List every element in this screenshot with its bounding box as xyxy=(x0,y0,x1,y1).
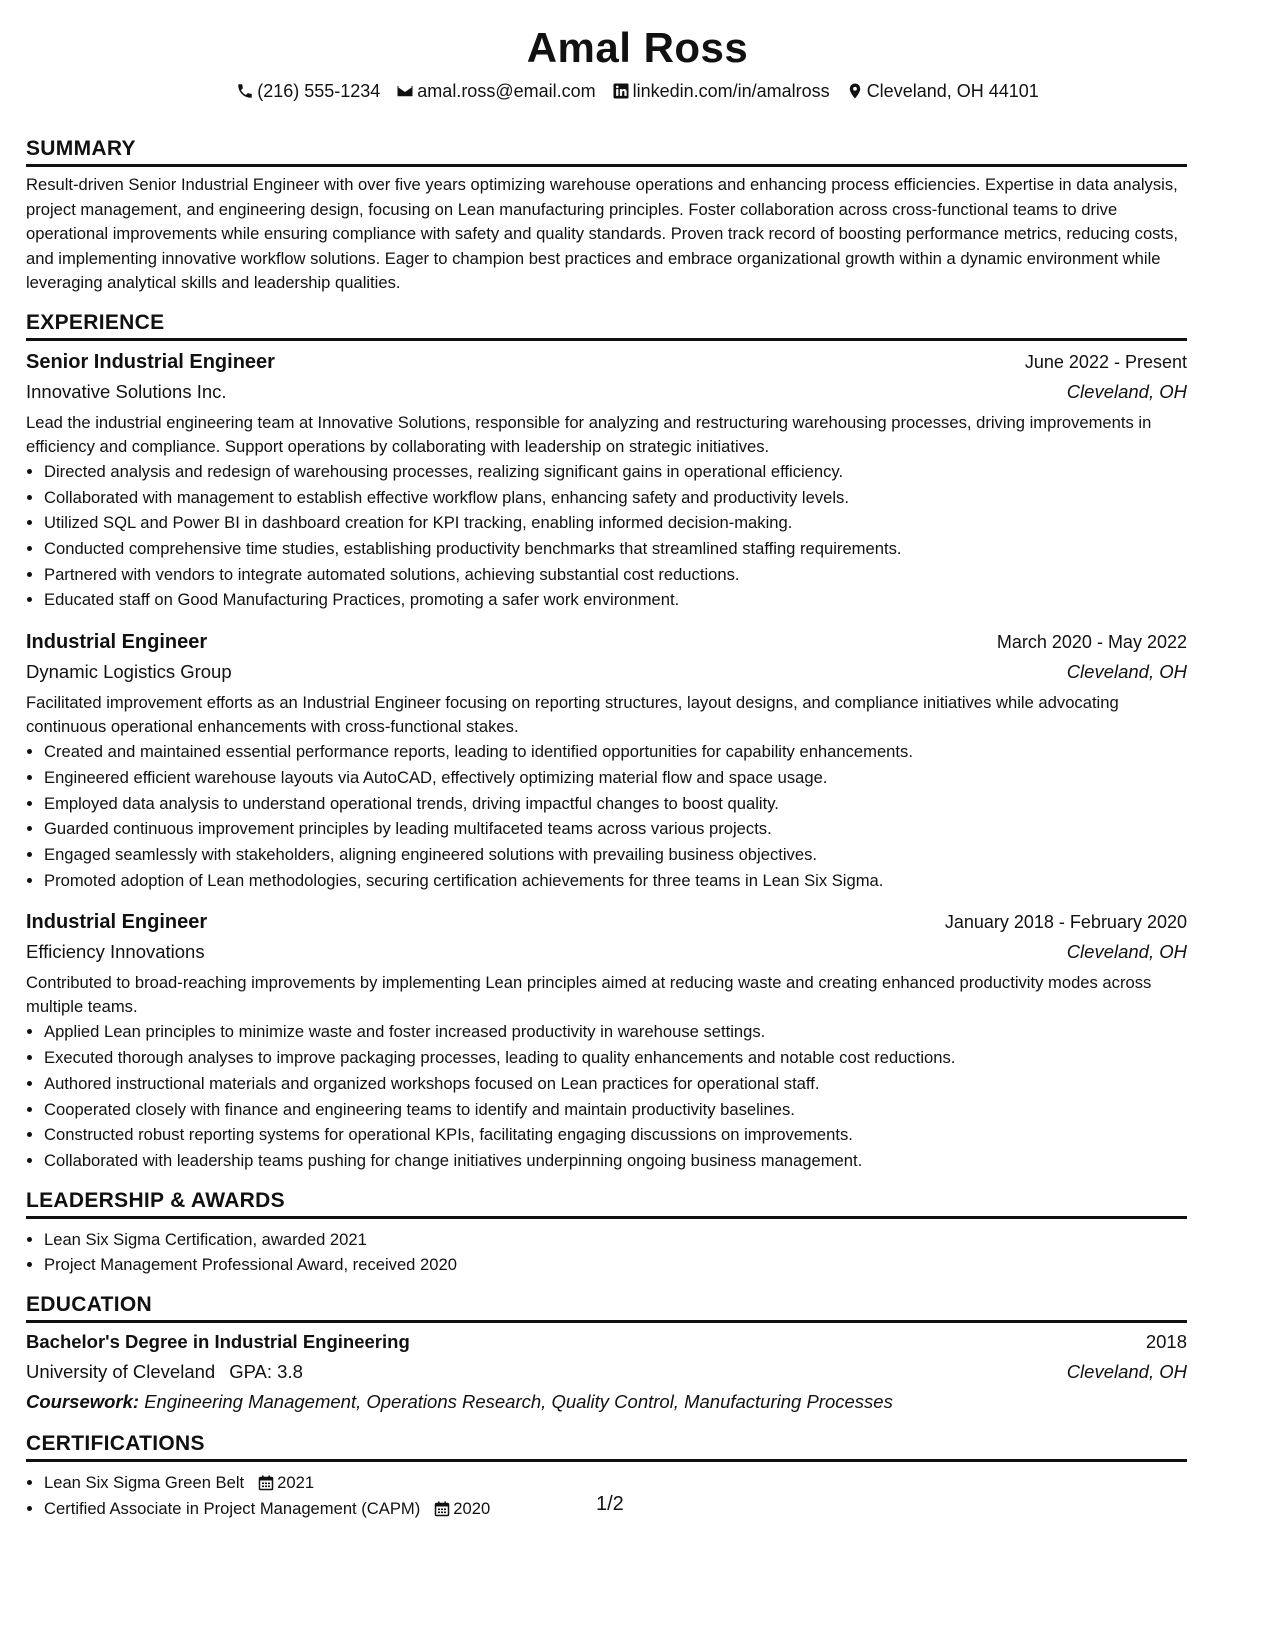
list-item: • Partnered with vendors to integrate automated solutions, achieving substantial cost reductions. xyxy=(44,562,1187,588)
job-company: Efficiency Innovations xyxy=(26,941,205,963)
list-item: • Collaborated with management to establish effective workflow plans, enhancing safety and productivity levels. xyxy=(44,485,1187,511)
list-item: • Executed thorough analyses to improve packaging processes, leading to quality enhancements and notable cost reductions. xyxy=(44,1045,1187,1071)
list-item xyxy=(44,1470,1187,1496)
job-description: Contributed to broad-reaching improvements by implementing Lean principles aimed at reducing waste and creating enhanced productivity modes across multiple teams. xyxy=(26,973,1152,1017)
list-item: • Employed data analysis to understand operational trends, driving impactful changes to boost quality. xyxy=(44,791,1187,817)
cert-date xyxy=(434,1496,490,1522)
job-dates: January 2018 - February 2020 xyxy=(944,912,1187,933)
list-item: • Project Management Professional Award, received 2020 xyxy=(44,1252,1187,1278)
contact-linkedin[interactable] xyxy=(612,80,830,102)
section-title-education: EDUCATION xyxy=(26,1292,1187,1323)
job-title: Senior Industrial Engineer xyxy=(26,350,275,373)
envelope-icon xyxy=(396,82,414,100)
education-section xyxy=(26,1292,1187,1417)
cert-name: • Certified Associate in Project Management (CAPM) xyxy=(44,1498,421,1518)
list-item: • Constructed robust reporting systems for operational KPIs, facilitating engaging discussions on improvements. xyxy=(44,1122,1187,1148)
edu-gpa: GPA: 3.8 xyxy=(229,1361,303,1383)
section-title-awards: LEADERSHIP & AWARDS xyxy=(26,1188,1187,1219)
contact-location xyxy=(846,80,1039,102)
location-text: Cleveland, OH 44101 xyxy=(866,81,1039,101)
coursework-text: Engineering Management, Operations Research, Quality Control, Manufacturing Processes xyxy=(144,1391,893,1413)
job-title: Industrial Engineer xyxy=(26,631,208,654)
list-item: • Utilized SQL and Power BI in dashboard creation for KPI tracking, enabling informed decision-making. xyxy=(44,510,1187,536)
email-text: amal.ross@email.com xyxy=(417,81,596,101)
phone-icon xyxy=(236,82,254,100)
edu-year: 2018 xyxy=(1145,1331,1187,1353)
candidate-name: Amal Ross xyxy=(526,24,749,71)
page-number: 1/2 xyxy=(596,1493,624,1515)
job-entry xyxy=(26,907,1187,1173)
job-company: Dynamic Logistics Group xyxy=(26,661,232,683)
contact-phone[interactable] xyxy=(236,80,380,102)
linkedin-text: linkedin.com/in/amalross xyxy=(632,81,830,101)
list-item: • Engaged seamlessly with stakeholders, aligning engineered solutions with prevailing business objectives. xyxy=(44,842,1187,868)
list-item: • Educated staff on Good Manufacturing Practices, promoting a safer work environment. xyxy=(44,587,1187,613)
edu-coursework xyxy=(26,1387,1187,1417)
list-item: • Engineered efficient warehouse layouts via AutoCAD, effectively optimizing material flow and space usage. xyxy=(44,765,1187,791)
section-title-summary: SUMMARY xyxy=(26,136,1187,167)
section-title-experience: EXPERIENCE xyxy=(26,310,1187,341)
cert-date xyxy=(258,1470,314,1496)
list-item: • Lean Six Sigma Certification, awarded 2021 xyxy=(44,1227,1187,1253)
cert-name: • Lean Six Sigma Green Belt xyxy=(44,1473,245,1493)
experience-section xyxy=(26,310,1187,1174)
cert-entry xyxy=(44,1470,1187,1496)
awards-list xyxy=(26,1227,1187,1278)
job-dates: June 2022 - Present xyxy=(1024,351,1187,372)
cert-year: 2021 xyxy=(277,1473,315,1493)
edu-degree: Bachelor's Degree in Industrial Engineering xyxy=(26,1331,410,1353)
list-item: • Directed analysis and redesign of warehousing processes, realizing significant gains in operational efficiency. xyxy=(44,459,1187,485)
edu-school: University of Cleveland xyxy=(26,1361,216,1383)
calendar-icon xyxy=(258,1475,274,1491)
job-bullets xyxy=(26,1019,1187,1173)
job-entry xyxy=(26,627,1187,893)
job-company: Innovative Solutions Inc. xyxy=(26,380,227,402)
linkedin-icon xyxy=(612,82,630,100)
phone-text: (216) 555-1234 xyxy=(257,81,381,101)
job-entry xyxy=(26,347,1187,613)
edu-location: Cleveland, OH xyxy=(1066,1361,1187,1383)
list-item: • Conducted comprehensive time studies, establishing productivity benchmarks that streamlined staffing requirements. xyxy=(44,536,1187,562)
job-location: Cleveland, OH xyxy=(1066,661,1187,683)
summary-text: Result-driven Senior Industrial Engineer with over five years optimizing warehouse operations and enhancing process efficiencies. Expertise in data analysis, project management, and engineering design, focusing on Lean manufacturing principles. Foster collaboration across cross-functional teams to drive operational improvements while ensuring compliance with safety and quality standards. Proven track record of boosting performance metrics, reducing costs, and implementing innovative workflow solutions. Eager to champion best practices and embrace organizational growth within a dynamic environment while leveraging analytical skills and leadership qualities. xyxy=(26,175,1178,293)
list-item: • Applied Lean principles to minimize waste and foster increased productivity in warehouse settings. xyxy=(44,1019,1187,1045)
edu-school-line xyxy=(26,1358,303,1386)
coursework-label: Coursework: xyxy=(26,1391,140,1413)
map-pin-icon xyxy=(846,82,864,100)
job-bullets xyxy=(26,459,1187,613)
list-item: • Guarded continuous improvement principles by leading multifaceted teams across various projects. xyxy=(44,816,1187,842)
section-title-certifications: CERTIFICATIONS xyxy=(26,1431,1187,1462)
cert-year: 2020 xyxy=(453,1498,491,1518)
list-item: • Cooperated closely with finance and engineering teams to identify and maintain productivity baselines. xyxy=(44,1097,1187,1123)
list-item: • Authored instructional materials and organized workshops focused on Lean practices for operational staff. xyxy=(44,1071,1187,1097)
list-item: • Promoted adoption of Lean methodologies, securing certification achievements for three teams in Lean Six Sigma. xyxy=(44,868,1187,894)
contact-bar xyxy=(26,80,1187,102)
job-description: Facilitated improvement efforts as an Industrial Engineer focusing on reporting structures, layout designs, and compliance initiatives while advocating continuous operational enhancements with cross-functional stakes. xyxy=(26,693,1119,737)
job-location: Cleveland, OH xyxy=(1066,380,1187,402)
calendar-icon xyxy=(434,1501,450,1517)
job-dates: March 2020 - May 2022 xyxy=(996,632,1187,653)
job-bullets xyxy=(26,739,1187,893)
job-description: Lead the industrial engineering team at Innovative Solutions, responsible for analyzing and restructuring warehousing processes, driving improvements in efficiency and compliance. Support operations by collaborating with leadership on strategic initiatives. xyxy=(26,412,1152,456)
contact-email[interactable] xyxy=(396,80,595,102)
list-item: • Created and maintained essential performance reports, leading to identified opportunities for capability enhancements. xyxy=(44,739,1187,765)
job-location: Cleveland, OH xyxy=(1066,941,1187,963)
summary-section xyxy=(26,136,1187,296)
list-item: • Collaborated with leadership teams pushing for change initiatives underpinning ongoing business management. xyxy=(44,1148,1187,1174)
awards-section xyxy=(26,1188,1187,1278)
job-title: Industrial Engineer xyxy=(26,911,208,934)
